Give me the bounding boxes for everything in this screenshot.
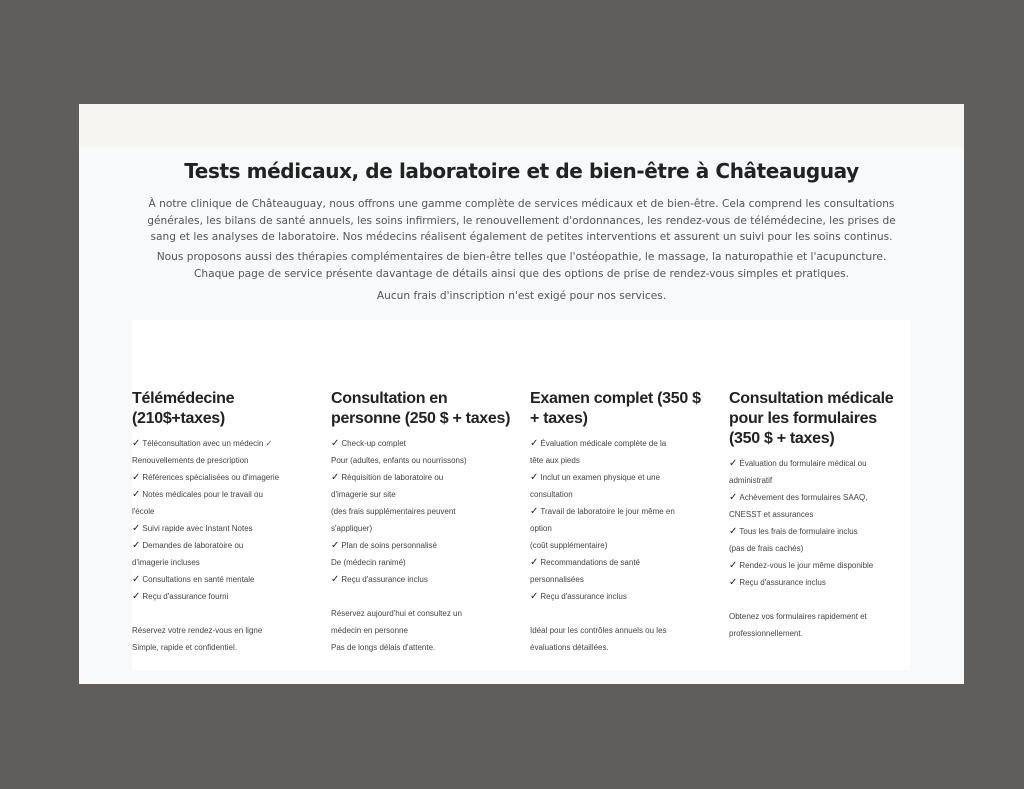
feature-line [729,625,909,642]
feature-text: Évaluation médicale complète de la [540,439,667,448]
services-card [132,320,910,670]
feature-text: administratif [729,476,773,485]
feature-line [729,455,909,472]
feature-text: (coût supplémentaire) [530,541,608,550]
feature-text: Inclut un examen physique et une [540,473,661,482]
feature-line [132,435,312,452]
feature-line [331,639,511,656]
check-icon: ✓ [331,472,340,483]
check-icon: ✓ [132,574,141,585]
feature-line [729,574,909,591]
feature-line [729,523,909,540]
feature-text: Reçu d'assurance inclus [540,592,627,601]
feature-text: Obtenez vos formulaires rapidement et [729,612,867,621]
check-icon: ✓ [729,560,738,571]
feature-text: professionnellement. [729,629,803,638]
services-page [79,104,964,684]
feature-line [729,591,909,608]
feature-text: Réquisition de laboratoire ou [341,473,444,482]
feature-text: Achèvement des formulaires SAAQ, [739,493,868,502]
feature-text: Pas de longs délais d'attente. [331,643,436,652]
check-icon: ✓ [132,591,141,602]
feature-text: Reçu d'assurance inclus [341,575,428,584]
feature-line [331,520,511,537]
feature-text: d'imagerie sur site [331,490,396,499]
feature-text: Tous les frais de formulaire inclus [739,527,858,536]
feature-line [132,554,312,571]
feature-text: (des frais supplémentaires peuvent [331,507,456,516]
service-examen-complet [530,389,710,656]
feature-text: Réservez votre rendez-vous en ligne [132,626,263,635]
feature-text: Demandes de laboratoire ou [142,541,244,550]
service-features [530,435,710,656]
check-icon: ✓ [331,540,340,551]
header-band [79,104,964,147]
check-icon: ✓ [729,458,738,469]
service-consultation-formulaires [729,389,909,642]
feature-line [331,571,511,588]
feature-text: consultation [530,490,573,499]
feature-line [132,469,312,486]
feature-line [530,486,710,503]
intro-note: Aucun frais d'inscription n'est exigé pour nos services. [376,290,667,302]
check-icon: ✓ [530,472,539,483]
feature-text: Rendez-vous le jour même disponible [739,561,874,570]
feature-text: Idéal pour les contrôles annuels ou les [530,626,667,635]
feature-line [530,469,710,486]
check-icon: ✓ [132,472,141,483]
service-telemedecine [132,389,312,656]
service-title: Consultation en personne (250 $ + taxes) [331,390,511,427]
feature-text: médecin en personne [331,626,408,635]
feature-line [132,622,312,639]
feature-text: Notes médicales pour le travail ou [142,490,263,499]
check-icon: ✓ [530,591,539,602]
feature-line [331,469,511,486]
service-title: Télémédecine (210$+taxes) [132,390,235,427]
feature-line [331,588,511,605]
feature-text: Évaluation du formulaire médical ou [739,459,867,468]
feature-text: s'appliquer) [331,524,373,533]
feature-line [132,537,312,554]
feature-line [132,588,312,605]
feature-text: Reçu d'assurance fourni [142,592,229,601]
service-title: Consultation médicale pour les formulaires (350 $ + taxes) [729,390,894,447]
feature-text: CNESST et assurances [729,510,814,519]
feature-line [530,588,710,605]
feature-line [530,503,710,520]
feature-line [729,540,909,557]
feature-line [331,605,511,622]
feature-text: tête aux pieds [530,456,580,465]
page-title: Tests médicaux, de laboratoire et de bien-être à Châteauguay [184,159,859,183]
feature-line [132,605,312,622]
check-icon: ✓ [530,557,539,568]
feature-text: Renouvellements de prescription [132,456,249,465]
check-icon: ✓ [331,574,340,585]
feature-text: De (médecin ranimé) [331,558,406,567]
check-icon: ✓ [132,540,141,551]
feature-line [132,520,312,537]
feature-line [729,489,909,506]
feature-line [132,503,312,520]
feature-text: option [530,524,552,533]
feature-text: personnalisées [530,575,584,584]
feature-line [331,503,511,520]
feature-line [331,486,511,503]
feature-text: Téléconsultation avec un médecin ✓ [142,439,273,448]
feature-text: Réservez aujourd'hui et consultez un [331,609,462,618]
check-icon: ✓ [729,526,738,537]
check-icon: ✓ [132,438,141,449]
feature-line [729,608,909,625]
feature-text: Plan de soins personnalisé [341,541,438,550]
check-icon: ✓ [331,438,340,449]
feature-text: évaluations détaillées. [530,643,609,652]
feature-line [331,622,511,639]
feature-text: Suivi rapide avec Instant Notes [142,524,253,533]
feature-text: Travail de laboratoire le jour même en [540,507,675,516]
check-icon: ✓ [729,492,738,503]
feature-text: Recommandations de santé [540,558,641,567]
intro-paragraph: À notre clinique de Châteauguay, nous offrons une gamme complète de services médicaux et de bien-être. Cela comprend les consultations générales, les bilans de santé annuels, les soins infirmiers, le renouvellement d'ordonnances, les rendez-vous de télémédecine, les prises de sang et les analyses de laboratoire. Nos médecins réalisent également de petites interventions et assurent un suivi pour les soins continus. [147,198,896,243]
feature-text: Pour (adultes, enfants ou nourrissons) [331,456,467,465]
feature-line [132,486,312,503]
feature-line [331,537,511,554]
feature-line [530,520,710,537]
feature-line [530,435,710,452]
feature-text: Consultations en santé mentale [142,575,255,584]
check-icon: ✓ [530,438,539,449]
feature-text: Reçu d'assurance inclus [739,578,826,587]
feature-line [530,554,710,571]
feature-line [530,537,710,554]
feature-line [530,605,710,622]
service-features [331,435,511,656]
feature-line [331,435,511,452]
service-consultation-en-personne [331,389,511,656]
feature-line [729,472,909,489]
feature-text: l'école [132,507,155,516]
feature-line [331,452,511,469]
feature-text: d'imagerie incluses [132,558,200,567]
check-icon: ✓ [132,489,141,500]
service-features [132,435,312,656]
feature-line [331,554,511,571]
feature-text: Simple, rapide et confidentiel. [132,643,237,652]
service-title: Examen complet (350 $ + taxes) [530,390,701,427]
feature-text: Références spécialisées ou d'imagerie [142,473,280,482]
feature-line [530,622,710,639]
feature-text: Check-up complet [341,439,406,448]
feature-line [530,571,710,588]
check-icon: ✓ [132,523,141,534]
feature-line [729,557,909,574]
feature-line [530,639,710,656]
feature-text: (pas de frais cachés) [729,544,804,553]
check-icon: ✓ [530,506,539,517]
feature-line [132,571,312,588]
feature-line [132,452,312,469]
check-icon: ✓ [729,577,738,588]
service-features [729,455,909,642]
intro-paragraph: Nous proposons aussi des thérapies complémentaires de bien-être telles que l'ostéopathie, le massage, la naturopathie et l'acupuncture. Chaque page de service présente davantage de détails ainsi que des options de prise de rendez-vous simples et pratiques. [156,251,887,280]
feature-line [729,506,909,523]
feature-line [132,639,312,656]
feature-line [530,452,710,469]
